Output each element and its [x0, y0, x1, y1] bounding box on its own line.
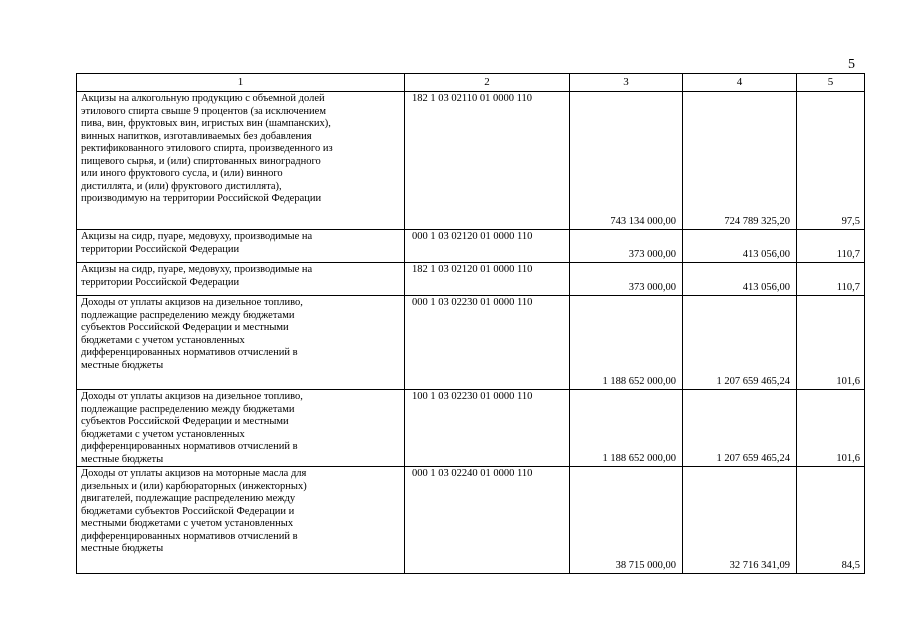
column-header-actual: 4: [683, 74, 797, 92]
actual-amount-cell: 724 789 325,20: [683, 92, 797, 230]
column-header-plan: 3: [570, 74, 683, 92]
budget-code-cell: 100 1 03 02230 01 0000 110: [405, 390, 570, 467]
plan-amount-cell: 373 000,00: [570, 263, 683, 296]
budget-code-cell: 000 1 03 02230 01 0000 110: [405, 296, 570, 390]
budget-code-cell: 182 1 03 02120 01 0000 110: [405, 263, 570, 296]
plan-amount-cell: 743 134 000,00: [570, 92, 683, 230]
table-row: [77, 263, 865, 296]
table-row: [77, 230, 865, 263]
revenue-name-cell: Акцизы на сидр, пуаре, медовуху, производимые на территории Российской Федерации: [77, 230, 405, 263]
plan-amount-cell: 373 000,00: [570, 230, 683, 263]
budget-code-cell: 000 1 03 02120 01 0000 110: [405, 230, 570, 263]
actual-amount-cell: 413 056,00: [683, 263, 797, 296]
table-row: [77, 296, 865, 390]
budget-code-cell: 000 1 03 02240 01 0000 110: [405, 467, 570, 574]
table-row: [77, 390, 865, 467]
execution-percent-cell: 110,7: [797, 263, 865, 296]
revenue-name-cell: Доходы от уплаты акцизов на моторные масла для дизельных и (или) карбюраторных (инжекторных) двигателей, подлежащие распределению между бюджетами субъектов Российской Федерации и местными бюджетами с учетом установленных дифференцированных нормативов отчислений в местные бюджеты: [77, 467, 405, 574]
page-number: 5: [848, 57, 855, 72]
execution-percent-cell: 97,5: [797, 92, 865, 230]
actual-amount-cell: 1 207 659 465,24: [683, 390, 797, 467]
revenue-name-cell: Акцизы на сидр, пуаре, медовуху, производимые на территории Российской Федерации: [77, 263, 405, 296]
execution-percent-cell: 84,5: [797, 467, 865, 574]
column-header-code: 2: [405, 74, 570, 92]
column-header-name: 1: [77, 74, 405, 92]
budget-code-cell: 182 1 03 02110 01 0000 110: [405, 92, 570, 230]
revenue-name-cell: Доходы от уплаты акцизов на дизельное топливо, подлежащие распределению между бюджетами субъектов Российской Федерации и местными бюджетами с учетом установленных дифференцированных нормативов отчислений в местные бюджеты: [77, 296, 405, 390]
plan-amount-cell: 1 188 652 000,00: [570, 296, 683, 390]
budget-revenue-table: [76, 73, 865, 574]
table-row: [77, 92, 865, 230]
plan-amount-cell: 1 188 652 000,00: [570, 390, 683, 467]
actual-amount-cell: 1 207 659 465,24: [683, 296, 797, 390]
execution-percent-cell: 101,6: [797, 390, 865, 467]
revenue-name-cell: Доходы от уплаты акцизов на дизельное топливо, подлежащие распределению между бюджетами субъектов Российской Федерации и местными бюджетами с учетом установленных дифференцированных нормативов отчислений в местные бюджеты: [77, 390, 405, 467]
column-header-percent: 5: [797, 74, 865, 92]
revenue-name-cell: Акцизы на алкогольную продукцию с объемной долей этилового спирта свыше 9 процентов (за исключением пива, вин, фруктовых вин, игристых вин (шампанских), винных напитков, изготавливаемых без добавления ректификованного этилового спирта, произведенного из пищевого сырья, и (или) спиртованных виноградного или иного фруктового сусла, и (или) винного дистиллята, и (или) фруктового дистиллята), производимую на территории Российской Федерации: [77, 92, 405, 230]
actual-amount-cell: 413 056,00: [683, 230, 797, 263]
table-row: [77, 467, 865, 574]
plan-amount-cell: 38 715 000,00: [570, 467, 683, 574]
table-header-row: [77, 74, 865, 92]
actual-amount-cell: 32 716 341,09: [683, 467, 797, 574]
execution-percent-cell: 101,6: [797, 296, 865, 390]
execution-percent-cell: 110,7: [797, 230, 865, 263]
